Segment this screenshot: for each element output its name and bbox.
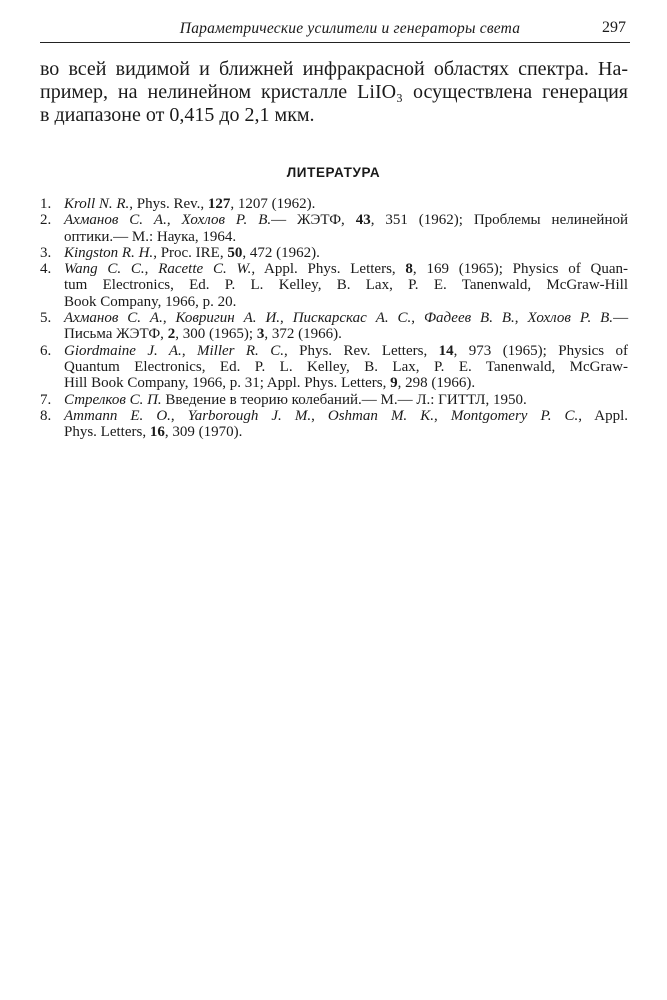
reference-line bbox=[64, 229, 628, 245]
running-title: Параметрические усилители и генераторы света bbox=[179, 20, 521, 37]
reference-text: , 300 (1965); bbox=[175, 326, 257, 343]
body-paragraph bbox=[40, 58, 628, 127]
reference-item bbox=[40, 196, 628, 212]
reference-author: Хохлов Р. В. bbox=[181, 212, 272, 229]
reference-author: Racette C. W. bbox=[158, 261, 252, 278]
reference-line bbox=[64, 392, 628, 408]
reference-author: Giordmaine J. A. bbox=[64, 342, 182, 359]
reference-text: tum Electronics, Ed. P. L. Kelley, B. Lax, P. E. Tanenwald, McGraw-Hill bbox=[64, 277, 628, 294]
reference-number: 6. bbox=[40, 342, 52, 359]
reference-number: 7. bbox=[40, 391, 52, 408]
reference-author: Ахманов С. А. bbox=[64, 310, 163, 327]
reference-text: , 1207 (1962). bbox=[230, 196, 316, 212]
reference-text: Hill Book Company, 1966, p. 31; Appl. Phys. Letters, bbox=[64, 375, 391, 392]
reference-author: Oshman M. K. bbox=[327, 407, 434, 424]
reference-text: Quantum Electronics, Ed. P. L. Kelley, B. Lax, P. E. Tanenwald, McGraw- bbox=[64, 358, 628, 375]
reference-text: , Phys. Rev. Letters, bbox=[283, 342, 439, 359]
reference-line bbox=[64, 212, 628, 228]
reference-text: , bbox=[144, 261, 159, 278]
reference-author: Ковригин А. И. bbox=[175, 310, 281, 327]
reference-author: Miller R. C. bbox=[196, 342, 284, 359]
reference-line bbox=[64, 424, 628, 440]
reference-text: , 169 (1965); Physics of Quan- bbox=[412, 261, 629, 278]
reference-volume: 9 bbox=[390, 375, 398, 392]
reference-author: Пискарскас А. С. bbox=[292, 310, 412, 327]
reference-text: , bbox=[514, 310, 528, 327]
references-heading: ЛИТЕРАТУРА bbox=[286, 165, 381, 180]
references-list bbox=[40, 196, 628, 440]
reference-line bbox=[64, 277, 628, 293]
reference-volume: 16 bbox=[149, 424, 165, 441]
reference-volume: 43 bbox=[355, 212, 371, 229]
reference-author: Ахманов С. А. bbox=[64, 212, 167, 229]
reference-item bbox=[40, 392, 628, 408]
page-number: 297 bbox=[602, 19, 626, 36]
reference-text: , 351 (1962); Проблемы нелинейной bbox=[370, 212, 629, 229]
reference-author: Стрелков С. П. bbox=[64, 391, 162, 408]
reference-text: , Appl. Phys. Letters, bbox=[251, 261, 406, 278]
body-line: в диапазоне от 0,415 до 2,1 мкм. bbox=[40, 104, 315, 126]
reference-author: Ammann E. O. bbox=[64, 407, 171, 424]
reference-volume: 8 bbox=[405, 261, 413, 278]
reference-volume: 2 bbox=[167, 326, 176, 343]
reference-author: Kroll N. R. bbox=[64, 196, 130, 212]
reference-author: Wang C. C. bbox=[64, 261, 145, 278]
reference-text: , 309 (1970). bbox=[164, 424, 243, 441]
reference-number: 1. bbox=[40, 196, 52, 212]
reference-author: Kingston R. H. bbox=[64, 244, 154, 261]
reference-line bbox=[64, 408, 628, 424]
reference-text: Book Company, 1966, p. 20. bbox=[64, 293, 237, 310]
reference-volume: 50 bbox=[227, 244, 243, 261]
reference-number: 3. bbox=[40, 244, 52, 261]
reference-text: , bbox=[170, 407, 188, 424]
reference-text: , bbox=[411, 310, 424, 327]
reference-item bbox=[40, 212, 628, 245]
reference-text: Phys. Letters, bbox=[64, 424, 150, 441]
reference-number: 4. bbox=[40, 261, 52, 278]
reference-author: Фадеев В. В. bbox=[423, 310, 515, 327]
reference-line bbox=[64, 294, 628, 310]
reference-line bbox=[64, 375, 628, 391]
body-line: во всей видимой и ближней инфракрасной областях спектра. На- bbox=[40, 58, 628, 80]
reference-text: , bbox=[181, 342, 197, 359]
reference-line bbox=[64, 245, 628, 261]
reference-text: , bbox=[166, 212, 182, 229]
reference-author: Yarborough J. M. bbox=[187, 407, 312, 424]
reference-text: , Proc. IRE, bbox=[153, 244, 228, 261]
reference-line bbox=[64, 343, 628, 359]
reference-text: Письма ЖЭТФ, bbox=[64, 326, 168, 343]
reference-line bbox=[64, 261, 628, 277]
reference-number: 5. bbox=[40, 310, 52, 327]
reference-text: , bbox=[434, 407, 451, 424]
reference-text: оптики.— М.: Наука, 1964. bbox=[64, 228, 237, 245]
reference-line bbox=[64, 326, 628, 342]
reference-text: , Appl. bbox=[578, 407, 629, 424]
reference-text: , bbox=[162, 310, 176, 327]
reference-text: — ЖЭТФ, bbox=[271, 212, 356, 229]
reference-text: , bbox=[311, 407, 328, 424]
reference-text: , 372 (1966). bbox=[264, 326, 342, 343]
reference-text: , 298 (1966). bbox=[397, 375, 476, 392]
reference-item bbox=[40, 343, 628, 392]
reference-text: , 973 (1965); Physics of bbox=[453, 342, 629, 359]
reference-text: , Phys. Rev., bbox=[129, 196, 208, 212]
reference-volume: 3 bbox=[256, 326, 265, 343]
reference-volume: 127 bbox=[207, 196, 231, 212]
reference-volume: 14 bbox=[438, 342, 454, 359]
reference-item bbox=[40, 261, 628, 310]
reference-text: , bbox=[280, 310, 293, 327]
reference-line bbox=[64, 310, 628, 326]
reference-text: , 472 (1962). bbox=[242, 244, 320, 261]
reference-author: Хохлов Р. В. bbox=[527, 310, 614, 327]
reference-line bbox=[64, 359, 628, 375]
reference-author: Montgomery P. C. bbox=[450, 407, 579, 424]
reference-text: Введение в теорию колебаний.— М.— Л.: ГИТТЛ, 1950. bbox=[161, 391, 527, 408]
running-head bbox=[40, 18, 630, 43]
body-line: пример, на нелинейном кристалле LiIO₃ осуществлена генерация bbox=[40, 81, 628, 103]
reference-number: 8. bbox=[40, 407, 52, 424]
reference-item bbox=[40, 310, 628, 343]
reference-text: — bbox=[613, 310, 629, 327]
reference-item bbox=[40, 245, 628, 261]
reference-item bbox=[40, 408, 628, 441]
reference-line bbox=[64, 196, 628, 212]
reference-number: 2. bbox=[40, 212, 52, 229]
